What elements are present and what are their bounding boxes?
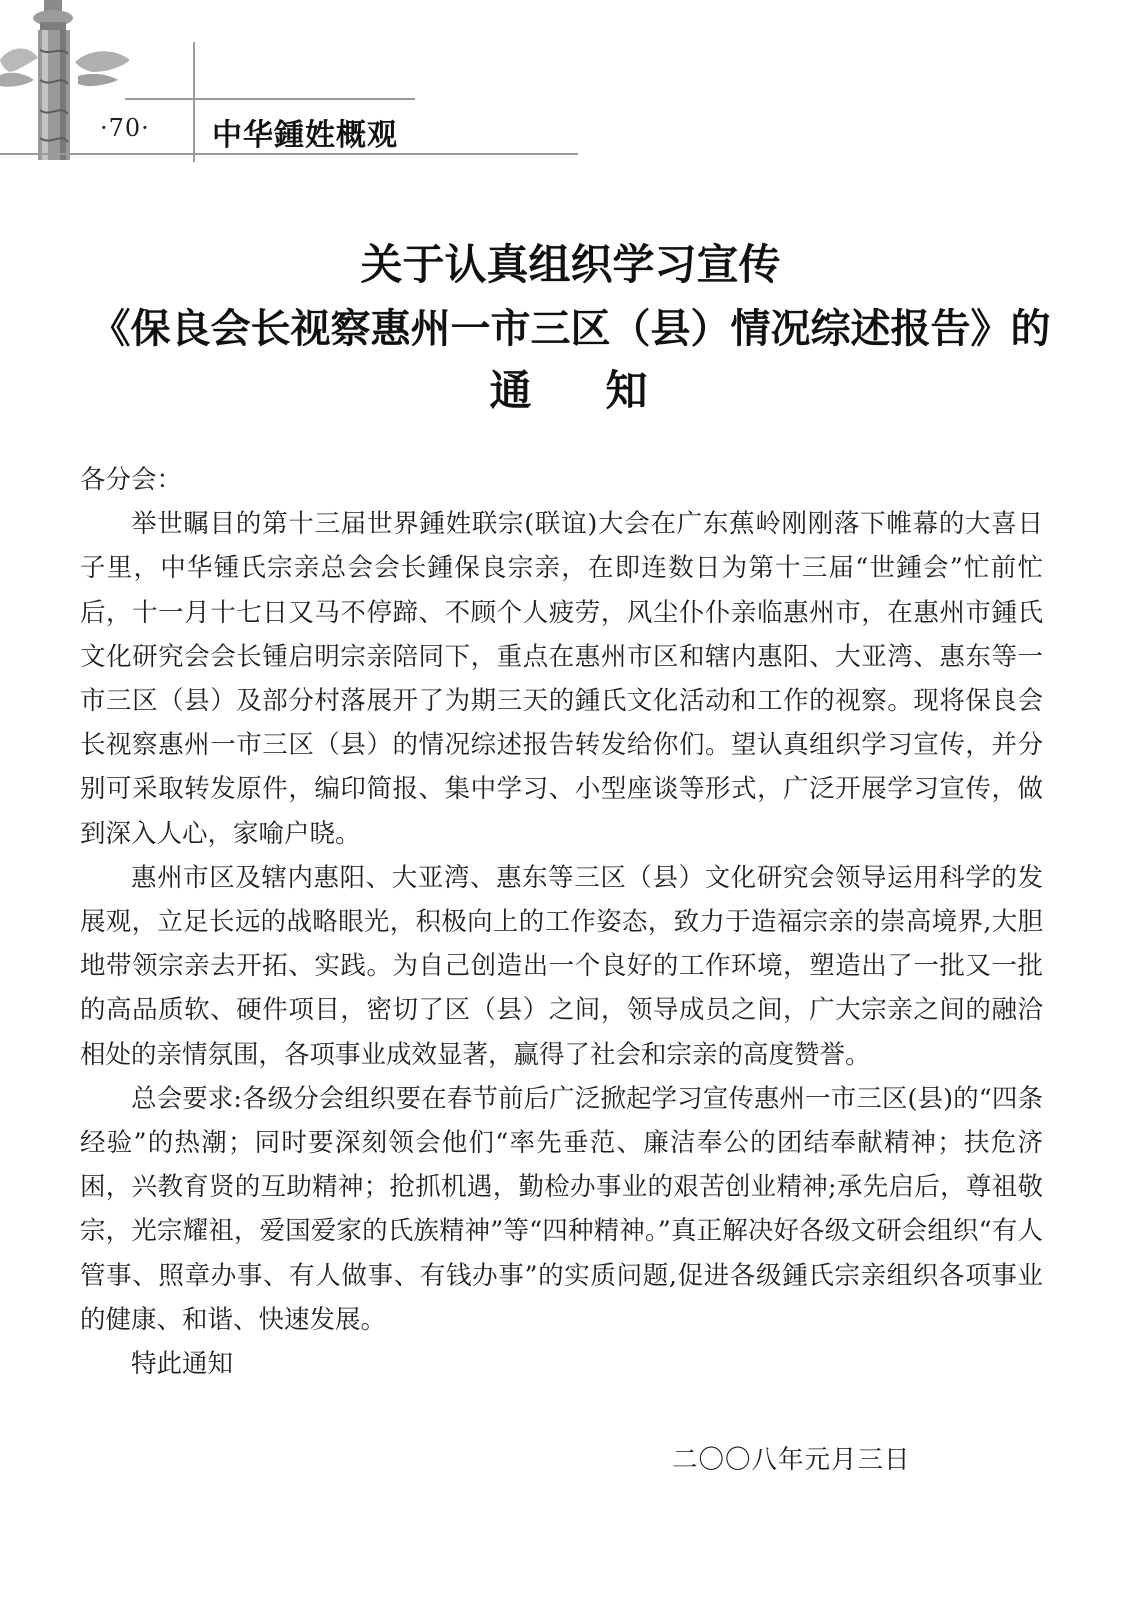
document-date: 二〇〇八年元月三日 [672,1445,911,1475]
body-paragraph-2: 惠州市区及辖内惠阳、大亚湾、惠东等三区（县）文化研究会领导运用科学的发展观，立足长远的战略眼光，积极向上的工作姿态，致力于造福宗亲的崇高境界,大胆地带领宗亲去开拓、实践。为自己创造出一个良好的工作环境，塑造出了一批又一批的高品质软、硬件项目，密切了区（县）之间，领导成员之间，广大宗亲之间的融洽相处的亲情氛围，各项事业成效显著，赢得了社会和宗亲的高度赞誉。 [80,862,1043,1070]
document-title-line-3 [60,358,1081,418]
document-title-line-1: 关于认真组织学习宣传 [360,240,781,289]
page-header [0,0,1141,170]
document-body [80,458,1043,1386]
book-title: 中华鍾姓概观 [212,118,398,153]
body-paragraph-1: 举世瞩目的第十三届世界鍾姓联宗(联谊)大会在广东蕉岭刚刚落下帷幕的大喜日子里，中华锺氏宗亲总会会长鍾保良宗亲，在即连数日为第十三届“世鍾会”忙前忙后，十一月十七日又马不停蹄、不顾个人疲劳，风尘仆仆亲临惠州市，在惠州市鍾氏文化研究会会长锺启明宗亲陪同下，重点在惠州市区和辖内惠阳、大亚湾、惠东等一市三区（县）及部分村落展开了为期三天的鍾氏文化活动和工作的视察。现将保良会长视察惠州一市三区（县）的情况综述报告转发给你们。望认真组织学习宣传，并分别可采取转发原件，编印简报、集中学习、小型座谈等形式，广泛开展学习宣传，做到深入人心，家喻户晓。 [80,509,1043,849]
salutation: 各分会： [80,465,183,495]
document-title-line-2: 《保良会长视察惠州一市三区（县）情况综述报告》的 [90,305,1051,352]
closing-remark: 特此通知 [131,1349,234,1380]
page-number: ·70· [100,114,150,142]
title-char-zhi: 知 [605,366,652,415]
body-paragraph-3: 总会要求:各级分会组织要在春节前后广泛掀起学习宣传惠州一市三区(县)的“四条经验”的热潮；同时要深刻领会他们“率先垂范、廉洁奉公的团结奉献精神；扶危济困，兴教育贤的互助精神；抢抓机遇，勤检办事业的艰苦创业精神;承先启后，尊祖敬宗，光宗耀祖，爱国爱家的氏族精神”等“四种精神。”真正解决好各级文研会组织“有人管事、照章办事、有人做事、有钱办事”的实质问题,促进各级鍾氏宗亲组织各项事业的健康、和谐、快速发展。 [80,1083,1043,1335]
title-char-tong: 通 [489,366,536,415]
header-top-rule [125,98,415,100]
header-vertical-rule [193,42,195,162]
